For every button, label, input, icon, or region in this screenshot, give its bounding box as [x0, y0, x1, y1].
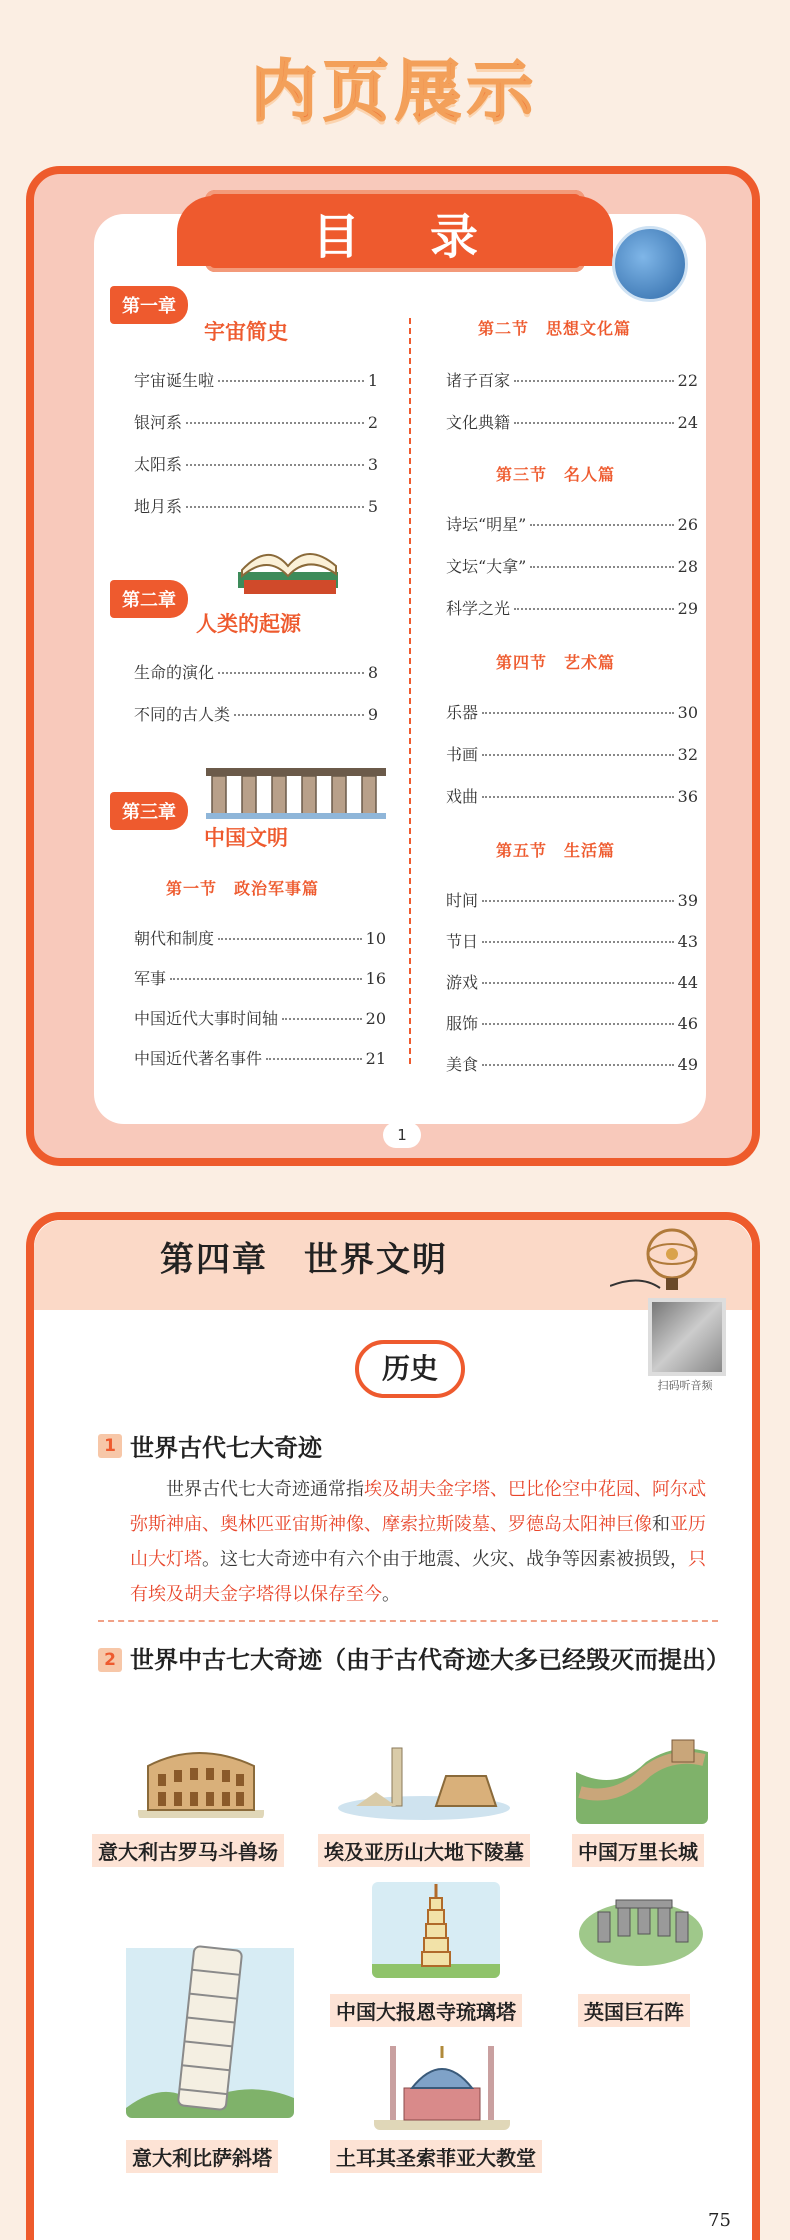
chapter-title: 第四章 世界文明	[160, 1240, 448, 1280]
heading-1: 世界古代七大奇迹	[130, 1434, 322, 1462]
toc-item[interactable]: 中国近代大事时间轴 20	[134, 1009, 386, 1028]
chapter-tag: 第三章	[110, 792, 188, 830]
toc-item[interactable]: 不同的古人类 9	[134, 705, 378, 724]
toc-banner	[205, 190, 585, 272]
wonder-caption: 意大利古罗马斗兽场	[92, 1834, 284, 1867]
chapter-tag: 第二章	[110, 580, 188, 618]
globe-icon	[612, 226, 688, 302]
toc-group-s5	[446, 888, 698, 1093]
toc-item[interactable]: 中国近代著名事件 21	[134, 1049, 386, 1068]
toc-item[interactable]: 银河系 2	[134, 413, 378, 432]
heading-number: 1	[98, 1434, 122, 1458]
toc-item[interactable]: 书画 32	[446, 745, 698, 764]
section-heading: 第一节 政治军事篇	[166, 879, 320, 898]
toc-item[interactable]: 科学之光 29	[446, 599, 698, 618]
toc-item[interactable]: 文化典籍 24	[446, 413, 698, 432]
toc-item[interactable]: 游戏 44	[446, 973, 698, 992]
toc-item[interactable]: 文坛“大拿” 28	[446, 557, 698, 576]
section-heading: 第四节 艺术篇	[496, 653, 616, 672]
section-heading: 第二节 思想文化篇	[478, 319, 632, 338]
toc-group-ch3	[134, 926, 386, 1086]
toc-item[interactable]: 服饰 46	[446, 1014, 698, 1033]
toc-item[interactable]: 戏曲 36	[446, 787, 698, 806]
toc-item[interactable]: 地月系 5	[134, 497, 378, 516]
toc-item[interactable]: 诸子百家 22	[446, 371, 698, 390]
wonder-caption: 中国大报恩寺琉璃塔	[330, 1994, 522, 2027]
section-heading: 第五节 生活篇	[496, 841, 616, 860]
armillary-sphere-icon	[610, 1224, 720, 1294]
section-heading: 第三节 名人篇	[496, 465, 616, 484]
page-number: 75	[708, 2210, 731, 2231]
toc-item[interactable]: 朝代和制度 10	[134, 929, 386, 948]
page-title: 内页展示	[251, 53, 539, 130]
toc-item[interactable]: 宇宙诞生啦 1	[134, 371, 378, 390]
toc-group-s3	[446, 512, 698, 638]
paragraph: 世界古代七大奇迹通常指埃及胡夫金字塔、巴比伦空中花园、阿尔忒弥斯神庙、奥林匹亚宙斯神像、摩索拉斯陵墓、罗德岛太阳神巨像和亚历山大灯塔。这七大奇迹中有六个由于地震、火灾、战争等因素被损毁，只有埃及胡夫金字塔得以保存至今。	[130, 1479, 706, 1605]
toc-banner-title: 目录	[311, 209, 548, 265]
chapter-name: 人类的起源	[196, 612, 301, 636]
toc-item[interactable]: 乐器 30	[446, 703, 698, 722]
toc-item[interactable]: 太阳系 3	[134, 455, 378, 474]
hagia-sophia-illustration	[374, 2036, 510, 2130]
chapter-name: 宇宙简史	[204, 320, 288, 344]
toc-item[interactable]: 诗坛“明星” 26	[446, 515, 698, 534]
heading-number: 2	[98, 1648, 122, 1672]
wonder-caption: 土耳其圣索菲亚大教堂	[330, 2140, 542, 2173]
wonder-caption: 中国万里长城	[572, 1834, 704, 1867]
toc-divider	[409, 318, 411, 1064]
qr-code[interactable]	[648, 1298, 726, 1376]
toc-group-ch2	[134, 660, 378, 744]
toc-group-s4	[446, 700, 698, 826]
colosseum-illustration	[138, 1740, 264, 1820]
bridge-illustration	[206, 760, 386, 822]
chapter-name: 中国文明	[204, 826, 288, 850]
chapter-tag: 第一章	[110, 286, 188, 324]
toc-item[interactable]: 美食 49	[446, 1055, 698, 1074]
section-pill: 历史	[355, 1340, 465, 1398]
toc-group-ch1	[134, 368, 378, 536]
toc-item[interactable]: 节日 43	[446, 932, 698, 951]
book-illustration	[228, 536, 348, 598]
section-divider	[98, 1620, 718, 1622]
catacombs-illustration	[336, 1742, 512, 1822]
toc-group-s2	[446, 368, 698, 452]
toc-item[interactable]: 时间 39	[446, 891, 698, 910]
great-wall-illustration	[576, 1732, 708, 1824]
toc-page-number: 1	[383, 1122, 421, 1148]
wonder-caption: 意大利比萨斜塔	[126, 2140, 278, 2173]
wonder-caption: 埃及亚历山大地下陵墓	[318, 1834, 530, 1867]
leaning-tower-illustration	[126, 1928, 294, 2118]
stonehenge-illustration	[578, 1890, 704, 1968]
heading-2: 世界中古七大奇迹（由于古代奇迹大多已经毁灭而提出）	[130, 1646, 730, 1674]
qr-caption: 扫码听音频	[657, 1379, 713, 1392]
toc-item[interactable]: 生命的演化 8	[134, 663, 378, 682]
toc-item[interactable]: 军事 16	[134, 969, 386, 988]
wonder-caption: 英国巨石阵	[578, 1994, 690, 2027]
porcelain-tower-illustration	[372, 1882, 500, 1978]
